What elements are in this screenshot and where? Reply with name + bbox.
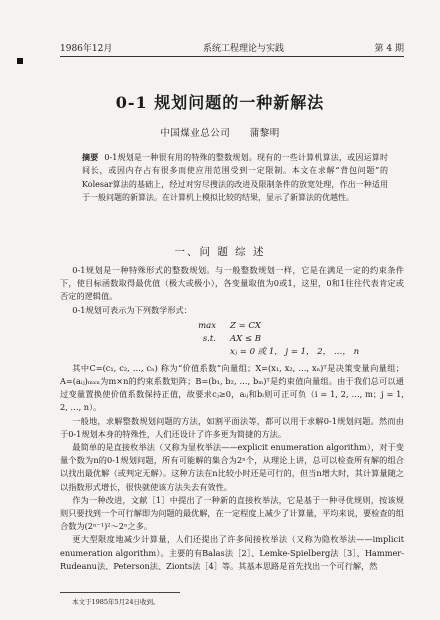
header-journal: 系统工程理论与实践 [202,43,284,54]
author-line [0,125,440,139]
paragraph: 0-1规划可表示为下列数学形式： [72,304,192,315]
paragraph: 更大型限度地减少计算量，人们还提出了许多间接枚举法（又称为隐枚举法——implicit enumeration algorithm）。主要的有Balas法［2］、Lemke-Spielberg法［3］、Hammer-Rudeanu法、Peterson法、Zionts法［4］等。其基本思路是首先找出一个可行解，然 [60,534,404,571]
abstract-text: 0-1规划是一种很有用的特殊的整数规划。现有的一些计算机算法，或因运算时间长，或因内存占有很多而使应用范围受到一定限制。本文在求解“背包问题”的Kolesar算法的基础上，经过对穷尽搜法的改进及限制条件的放宽处理，作出一种适用于一般问题的新算法。在计算机上模拟比较的结果，显示了新算法的优越性。 [82,153,388,202]
paragraph: 最简单的是直接枚举法（又称为显枚举法——explicit enumeration algorithm），对于变量个数为n的0-1规划问题，所有可能解的集合为2ⁿ个，从理论上讲，总可以检查所有解的组合以找出最优解（或判定无解）。这种方法在n比较小时还是可行的，但当n增大时，其计算量随之以指数形式增长，很快就使该方法失去有效性。 [60,442,404,492]
formula-expression: xⱼ = 0 或 1， j = 1， 2， …， n [230,346,360,357]
running-header [60,40,404,54]
formula-label: max [198,320,216,331]
paper-title: 0-1 规划问题的一种新解法 [115,93,325,112]
header-date: 1986年12月 [60,43,113,54]
formula-label: s.t. [202,333,216,344]
paragraph: 一般地，求解整数规划问题的方法，如割平面法等，都可以用于求解0-1规划问题。然而由于0-1规划本身的特殊性，人们还设计了许多更为简捷的方法。 [60,415,404,439]
header-rule [60,56,404,57]
footnote: 本文于1985年5月24日收到。 [72,598,160,606]
abstract-label: 摘要 [82,152,99,162]
abstract [82,151,388,204]
header-issue: 第 4 期 [374,43,404,54]
margin-mark [17,58,23,64]
paragraph: 作为一种改进，文献［1］中提出了一种新的直接枚举法，它是基于一种寻优规则，按该规则只要找到一个可行解即为问题的最优解，在一定程度上减少了计算量，平均来说，要检查的组合数为(2ⁿ⁻¹)²～2ⁿ之多。 [60,494,404,532]
formula-expression: AX ≤ B [230,333,261,344]
paragraph: 其中C=(c₁, c₂, …, cₙ) 称为“价值系数”向量组；X=(x₁, x₂, …, xₙ)ᵀ是决策变量向量组；A=(aᵢⱼ)ₘₓₙ为m×n的约束系数矩阵；B=(b₁, b₂, …, bₘ)ᵀ是约束值向量组。由于我们总可以通过变量置换使价值系数保持正值，故要求cⱼ≥0，aᵢⱼ和bᵢ则可正可负（i = 1, 2, …, m；j = 1, 2, …, n）。 [60,362,404,413]
author-affiliation: 中国煤业总公司 [160,128,231,139]
math-formula [60,320,404,359]
paragraph: 0-1规划是一种特殊形式的整数规划。与一般整数规划一样，它是在满足一定的约束条件下，使目标函数取得最优值（极大或极小），各变量取值为0或1，这里，0和1往往代表肯定或否定的逻辑值。 [60,265,404,302]
section-heading: 一、问 题 综 述 [174,246,266,258]
formula-label [60,346,230,359]
formula-expression: Z = CX [230,320,261,331]
body-text [60,264,404,573]
footnote-rule [60,592,180,593]
author-name: 蒲黎明 [249,128,280,139]
